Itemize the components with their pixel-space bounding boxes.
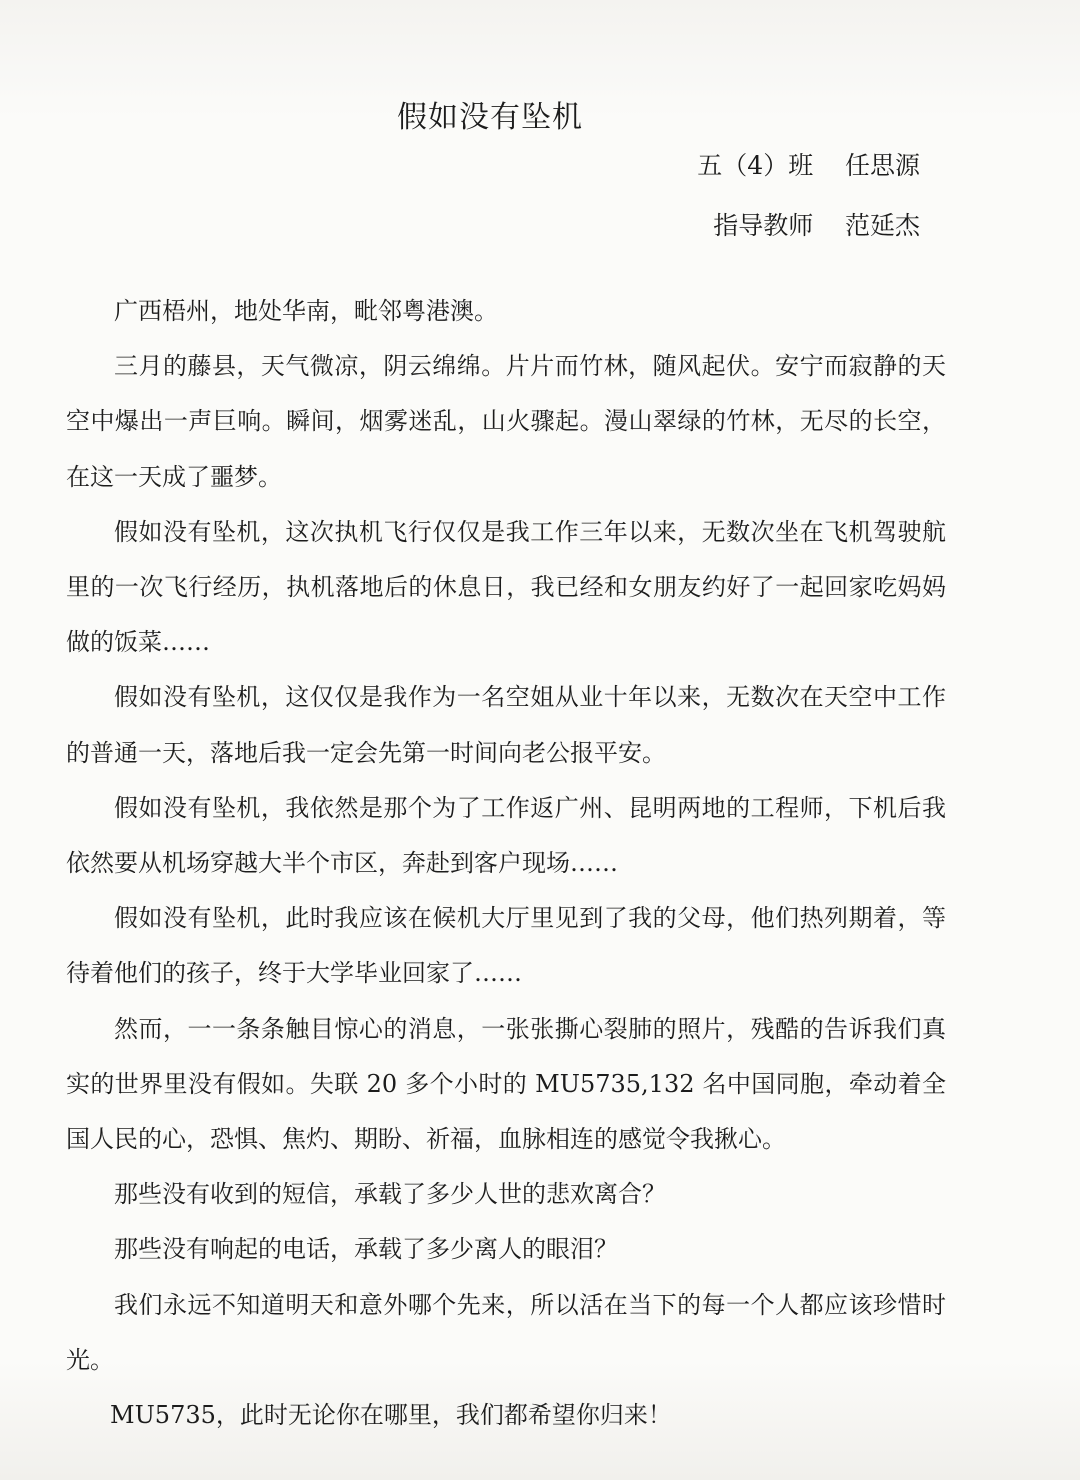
document-title — [0, 92, 1080, 136]
class-and-author: 五（4）班 任思源 — [697, 151, 920, 180]
paragraph: 三月的藤县，天气微凉，阴云绵绵。片片而竹林，随风起伏。安宁而寂静的天空中爆出一声巨响。瞬间，烟雾迷乱，山火骤起。漫山翠绿的竹林，无尽的长空，在这一天成了噩梦。 — [66, 352, 946, 491]
paragraph: 假如没有坠机，此时我应该在候机大厅里见到了我的父母，他们热列期着，等待着他们的孩子，终于大学毕业回家了…… — [66, 904, 946, 988]
paragraph: 我们永远不知道明天和意外哪个先来，所以活在当下的每一个人都应该珍惜时光。 — [66, 1290, 946, 1374]
paragraph: 那些没有收到的短信，承载了多少人世的悲欢离合？ — [114, 1180, 666, 1209]
paragraph: 假如没有坠机，这仅仅是我作为一名空姐从业十年以来，无数次在天空中工作的普通一天，落地后我一定会先第一时间向老公报平安。 — [66, 683, 946, 767]
document-title-text: 假如没有坠机 — [397, 100, 583, 135]
paragraph: 然而，一一条条触目惊心的消息，一张张撕心裂肺的照片，残酷的告诉我们真实的世界里没有假如。失联 20 多个小时的 MU5735,132 名中国同胞，牵动着全国人民的心，恐惧、焦灼、期盼、祈福，血脉相连的感觉令我揪心。 — [66, 1014, 946, 1154]
paragraph: 假如没有坠机，这次执机飞行仅仅是我工作三年以来，无数次坐在飞机驾驶航里的一次飞行经历，执机落地后的休息日，我已经和女朋友约好了一起回家吃妈妈做的饭菜…… — [66, 517, 946, 657]
paragraph: MU5735，此时无论你在哪里，我们都希望你归来！ — [110, 1401, 672, 1430]
paragraph: 广西梧州，地处华南，毗邻粤港澳。 — [114, 297, 498, 325]
essay-body — [66, 284, 946, 1443]
paragraph: 那些没有响起的电话，承载了多少离人的眼泪？ — [114, 1235, 618, 1264]
paragraph: 假如没有坠机，我依然是那个为了工作返广州、昆明两地的工程师，下机后我依然要从机场穿越大半个市区，奔赴到客户现场…… — [66, 793, 946, 878]
instructor-name: 指导教师 范延杰 — [713, 211, 920, 240]
